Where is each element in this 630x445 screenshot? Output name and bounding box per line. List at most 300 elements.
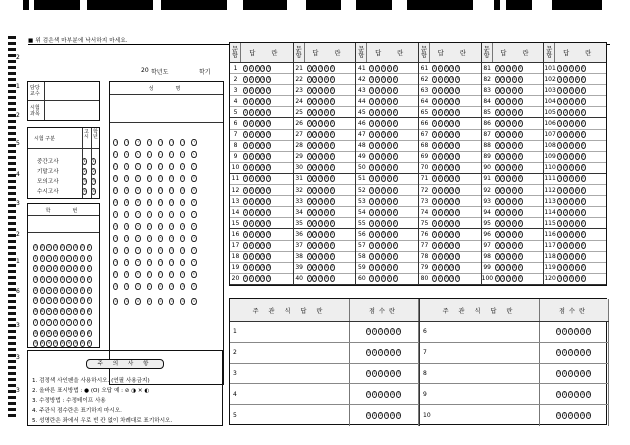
- answer-bubble[interactable]: 5: [331, 265, 334, 270]
- answer-bubble[interactable]: 3: [319, 109, 322, 114]
- answer-bubble[interactable]: 1: [370, 231, 373, 236]
- score-bubble[interactable]: 1: [373, 413, 376, 418]
- score-bubble[interactable]: 2: [379, 370, 382, 375]
- score-bubble[interactable]: 3: [385, 391, 388, 396]
- name-bubble[interactable]: ㅌ: [114, 272, 118, 276]
- answer-bubble[interactable]: 5: [581, 109, 585, 114]
- student-number-bubble[interactable]: 9: [67, 341, 71, 346]
- answer-bubble[interactable]: 3: [255, 209, 259, 214]
- answer-bubble[interactable]: 2: [250, 276, 253, 281]
- answer-bubble[interactable]: 5: [331, 198, 334, 203]
- answer-bubble[interactable]: 1: [558, 165, 561, 170]
- grade-bubble[interactable]: 4: [92, 188, 95, 193]
- answer-bubble[interactable]: 2: [439, 154, 442, 159]
- answer-bubble[interactable]: 2: [439, 65, 442, 70]
- score-bubble[interactable]: 0: [367, 350, 370, 355]
- answer-bubble[interactable]: 4: [388, 132, 391, 137]
- student-number-bubble[interactable]: 8: [34, 330, 37, 335]
- student-number-bubble[interactable]: 6: [61, 309, 64, 314]
- answer-bubble[interactable]: 5: [331, 143, 334, 148]
- answer-bubble[interactable]: 3: [570, 231, 573, 236]
- answer-bubble[interactable]: 1: [244, 143, 247, 148]
- score-bubble[interactable]: 3: [385, 329, 388, 334]
- name-bubble[interactable]: ㅍ: [136, 284, 140, 288]
- answer-bubble[interactable]: 3: [444, 109, 448, 114]
- answer-bubble[interactable]: 2: [250, 165, 253, 170]
- student-number-bubble[interactable]: 4: [67, 287, 71, 292]
- name-bubble[interactable]: ㅅ: [147, 212, 151, 216]
- answer-bubble[interactable]: 1: [244, 187, 247, 192]
- answer-bubble[interactable]: 1: [496, 109, 499, 114]
- answer-bubble[interactable]: 3: [255, 109, 259, 114]
- answer-bubble[interactable]: 1: [433, 65, 436, 70]
- student-number-bubble[interactable]: 6: [74, 309, 77, 314]
- name-bubble[interactable]: ㄱ: [114, 140, 118, 144]
- name-bubble[interactable]: ㅋ: [147, 260, 151, 264]
- answer-bubble[interactable]: 3: [570, 198, 573, 203]
- answer-bubble[interactable]: 5: [393, 165, 397, 170]
- answer-bubble[interactable]: 5: [519, 231, 522, 236]
- answer-bubble[interactable]: 5: [581, 165, 585, 170]
- answer-bubble[interactable]: 2: [439, 220, 442, 225]
- name-bubble[interactable]: ㅂ: [125, 200, 129, 204]
- student-number-bubble[interactable]: 4: [81, 287, 84, 292]
- answer-bubble[interactable]: 2: [313, 276, 317, 281]
- name-bubble[interactable]: ㅅ: [169, 212, 174, 216]
- answer-bubble[interactable]: 3: [507, 176, 510, 181]
- answer-bubble[interactable]: 4: [576, 76, 579, 81]
- score-bubble[interactable]: 2: [569, 350, 572, 355]
- answer-bubble[interactable]: 1: [558, 187, 561, 192]
- answer-bubble[interactable]: 1: [496, 209, 499, 214]
- answer-bubble[interactable]: 2: [439, 276, 442, 281]
- answer-bubble[interactable]: 3: [382, 132, 385, 137]
- answer-bubble[interactable]: 2: [564, 276, 567, 281]
- name-bubble[interactable]: ㅍ: [114, 284, 118, 288]
- answer-bubble[interactable]: 4: [325, 187, 328, 192]
- name-bubble[interactable]: ㄷ: [192, 164, 196, 168]
- answer-bubble[interactable]: 3: [444, 265, 448, 270]
- answer-bubble[interactable]: 4: [450, 187, 453, 192]
- answer-bubble[interactable]: 5: [393, 154, 397, 159]
- student-number-bubble[interactable]: 2: [41, 266, 44, 271]
- student-number-bubble[interactable]: 9: [41, 341, 44, 346]
- score-bubble[interactable]: 4: [581, 370, 584, 375]
- answer-bubble[interactable]: 4: [450, 231, 453, 236]
- answer-bubble[interactable]: 3: [444, 154, 448, 159]
- name-bubble[interactable]: ㅅ: [158, 212, 163, 216]
- answer-bubble[interactable]: 1: [308, 209, 311, 214]
- name-bubble[interactable]: ㅁ: [181, 188, 185, 192]
- answer-bubble[interactable]: 1: [370, 176, 373, 181]
- answer-bubble[interactable]: 2: [250, 98, 253, 103]
- student-number-bubble[interactable]: 1: [67, 255, 71, 260]
- answer-bubble[interactable]: 4: [388, 220, 391, 225]
- name-bubble[interactable]: ㅈ: [114, 236, 118, 240]
- answer-bubble[interactable]: 5: [331, 209, 334, 214]
- answer-bubble[interactable]: 1: [370, 121, 373, 126]
- answer-bubble[interactable]: 3: [382, 154, 385, 159]
- answer-bubble[interactable]: 3: [444, 165, 448, 170]
- score-bubble[interactable]: 1: [563, 350, 566, 355]
- answer-bubble[interactable]: 2: [564, 254, 567, 259]
- answer-bubble[interactable]: 5: [456, 87, 459, 92]
- answer-bubble[interactable]: 3: [570, 276, 573, 281]
- name-bubble[interactable]: ㅌ: [125, 272, 129, 276]
- answer-bubble[interactable]: 5: [456, 276, 459, 281]
- name-bubble[interactable]: ㅁ: [192, 188, 196, 192]
- answer-bubble[interactable]: 4: [513, 121, 516, 126]
- score-bubble[interactable]: 1: [563, 391, 566, 396]
- answer-bubble[interactable]: 4: [261, 76, 264, 81]
- answer-bubble[interactable]: 1: [433, 254, 436, 259]
- answer-bubble[interactable]: 1: [308, 121, 311, 126]
- answer-bubble[interactable]: 4: [325, 121, 328, 126]
- answer-bubble[interactable]: 4: [388, 254, 391, 259]
- answer-bubble[interactable]: 2: [376, 98, 379, 103]
- answer-bubble[interactable]: 5: [393, 98, 397, 103]
- answer-bubble[interactable]: 3: [444, 198, 448, 203]
- answer-bubble[interactable]: 1: [558, 87, 561, 92]
- score-bubble[interactable]: 4: [581, 350, 584, 355]
- answer-bubble[interactable]: 1: [370, 87, 373, 92]
- score-bubble[interactable]: 2: [379, 413, 382, 418]
- answer-bubble[interactable]: 3: [319, 87, 322, 92]
- name-bubble[interactable]: ㄷ: [181, 164, 185, 168]
- answer-bubble[interactable]: 5: [331, 276, 334, 281]
- answer-bubble[interactable]: 4: [450, 220, 453, 225]
- answer-bubble[interactable]: 3: [319, 243, 322, 248]
- answer-bubble[interactable]: 2: [250, 121, 253, 126]
- answer-bubble[interactable]: 2: [439, 198, 442, 203]
- answer-bubble[interactable]: 4: [576, 143, 579, 148]
- answer-bubble[interactable]: 2: [501, 165, 505, 170]
- answer-bubble[interactable]: 5: [267, 154, 270, 159]
- answer-bubble[interactable]: 2: [313, 265, 317, 270]
- answer-bubble[interactable]: 5: [393, 76, 397, 81]
- answer-bubble[interactable]: 5: [581, 254, 585, 259]
- name-bubble[interactable]: ㅇ: [114, 224, 118, 228]
- student-number-bubble[interactable]: 3: [34, 277, 37, 282]
- answer-bubble[interactable]: 3: [319, 154, 322, 159]
- answer-bubble[interactable]: 1: [244, 132, 247, 137]
- answer-bubble[interactable]: 4: [576, 187, 579, 192]
- answer-bubble[interactable]: 4: [450, 154, 453, 159]
- answer-bubble[interactable]: 4: [388, 187, 391, 192]
- answer-bubble[interactable]: 3: [444, 276, 448, 281]
- answer-bubble[interactable]: 3: [507, 87, 510, 92]
- answer-bubble[interactable]: 5: [267, 176, 270, 181]
- score-bubble[interactable]: 5: [587, 370, 590, 375]
- answer-bubble[interactable]: 5: [581, 243, 585, 248]
- answer-bubble[interactable]: 3: [319, 165, 322, 170]
- answer-bubble[interactable]: 1: [433, 165, 436, 170]
- answer-bubble[interactable]: 4: [576, 109, 579, 114]
- student-number-bubble[interactable]: 7: [41, 319, 44, 324]
- answer-bubble[interactable]: 2: [376, 154, 379, 159]
- answer-bubble[interactable]: 1: [558, 76, 561, 81]
- answer-bubble[interactable]: 5: [267, 65, 270, 70]
- answer-bubble[interactable]: 4: [576, 276, 579, 281]
- answer-bubble[interactable]: 4: [388, 276, 391, 281]
- answer-bubble[interactable]: 2: [439, 132, 442, 137]
- answer-bubble[interactable]: 4: [576, 165, 579, 170]
- answer-bubble[interactable]: 1: [244, 198, 247, 203]
- answer-bubble[interactable]: 3: [255, 154, 259, 159]
- answer-bubble[interactable]: 2: [313, 65, 317, 70]
- answer-bubble[interactable]: 1: [496, 187, 499, 192]
- answer-bubble[interactable]: 2: [313, 187, 317, 192]
- answer-bubble[interactable]: 5: [519, 198, 522, 203]
- exam-type-bubble[interactable]: 4: [83, 188, 86, 193]
- answer-bubble[interactable]: 3: [255, 276, 259, 281]
- score-bubble[interactable]: 1: [373, 350, 376, 355]
- name-bubble[interactable]: ㅂ: [169, 200, 174, 204]
- answer-bubble[interactable]: 5: [393, 187, 397, 192]
- answer-bubble[interactable]: 4: [513, 220, 516, 225]
- answer-bubble[interactable]: 4: [576, 243, 579, 248]
- answer-bubble[interactable]: 4: [261, 121, 264, 126]
- score-bubble[interactable]: 0: [367, 391, 370, 396]
- answer-bubble[interactable]: 3: [319, 121, 322, 126]
- answer-bubble[interactable]: 2: [501, 209, 505, 214]
- answer-bubble[interactable]: 1: [496, 254, 499, 259]
- answer-bubble[interactable]: 2: [501, 87, 505, 92]
- answer-bubble[interactable]: 5: [331, 220, 334, 225]
- answer-bubble[interactable]: 4: [388, 98, 391, 103]
- answer-bubble[interactable]: 2: [501, 220, 505, 225]
- answer-bubble[interactable]: 4: [576, 220, 579, 225]
- answer-bubble[interactable]: 3: [382, 243, 385, 248]
- answer-bubble[interactable]: 2: [501, 176, 505, 181]
- answer-bubble[interactable]: 3: [444, 76, 448, 81]
- answer-bubble[interactable]: 4: [388, 109, 391, 114]
- answer-bubble[interactable]: 1: [558, 265, 561, 270]
- answer-bubble[interactable]: 4: [450, 276, 453, 281]
- answer-bubble[interactable]: 4: [450, 76, 453, 81]
- score-bubble[interactable]: 2: [569, 370, 572, 375]
- answer-bubble[interactable]: 3: [570, 243, 573, 248]
- name-bubble[interactable]: ㅋ: [114, 260, 118, 264]
- answer-bubble[interactable]: 3: [382, 187, 385, 192]
- answer-bubble[interactable]: 4: [388, 265, 391, 270]
- answer-bubble[interactable]: 2: [564, 187, 567, 192]
- answer-bubble[interactable]: 5: [581, 121, 585, 126]
- answer-bubble[interactable]: 2: [564, 265, 567, 270]
- answer-bubble[interactable]: 5: [393, 209, 397, 214]
- answer-bubble[interactable]: 5: [456, 265, 459, 270]
- answer-bubble[interactable]: 4: [576, 121, 579, 126]
- answer-bubble[interactable]: 5: [581, 76, 585, 81]
- answer-bubble[interactable]: 4: [388, 65, 391, 70]
- name-bubble[interactable]: ㅌ: [147, 272, 151, 276]
- answer-bubble[interactable]: 1: [433, 265, 436, 270]
- answer-bubble[interactable]: 4: [576, 132, 579, 137]
- answer-bubble[interactable]: 3: [570, 143, 573, 148]
- answer-bubble[interactable]: 1: [558, 143, 561, 148]
- answer-bubble[interactable]: 1: [370, 187, 373, 192]
- answer-bubble[interactable]: 5: [331, 76, 334, 81]
- answer-bubble[interactable]: 2: [376, 87, 379, 92]
- student-number-bubble[interactable]: 3: [61, 277, 64, 282]
- answer-bubble[interactable]: 2: [376, 121, 379, 126]
- answer-bubble[interactable]: 3: [255, 143, 259, 148]
- student-number-bubble[interactable]: 5: [47, 298, 51, 303]
- answer-bubble[interactable]: 5: [519, 154, 522, 159]
- answer-bubble[interactable]: 4: [513, 176, 516, 181]
- score-bubble[interactable]: 4: [391, 329, 394, 334]
- answer-bubble[interactable]: 4: [450, 176, 453, 181]
- answer-bubble[interactable]: 2: [313, 209, 317, 214]
- answer-bubble[interactable]: 1: [370, 65, 373, 70]
- answer-bubble[interactable]: 3: [507, 165, 510, 170]
- name-bubble[interactable]: ㄷ: [136, 164, 140, 168]
- name-bubble[interactable]: ㅍ: [181, 284, 185, 288]
- answer-bubble[interactable]: 2: [501, 254, 505, 259]
- student-number-bubble[interactable]: 6: [67, 309, 71, 314]
- answer-bubble[interactable]: 3: [507, 76, 510, 81]
- name-bubble[interactable]: ㅇ: [147, 224, 151, 228]
- answer-bubble[interactable]: 3: [507, 243, 510, 248]
- score-bubble[interactable]: 1: [373, 329, 376, 334]
- answer-bubble[interactable]: 3: [382, 165, 385, 170]
- answer-bubble[interactable]: 4: [261, 176, 264, 181]
- name-bubble[interactable]: ㅂ: [158, 200, 163, 204]
- answer-bubble[interactable]: 3: [570, 265, 573, 270]
- answer-bubble[interactable]: 4: [261, 243, 264, 248]
- answer-bubble[interactable]: 3: [570, 98, 573, 103]
- answer-bubble[interactable]: 1: [496, 143, 499, 148]
- answer-bubble[interactable]: 3: [255, 231, 259, 236]
- answer-bubble[interactable]: 1: [308, 276, 311, 281]
- score-bubble[interactable]: 2: [569, 391, 572, 396]
- answer-bubble[interactable]: 4: [388, 76, 391, 81]
- answer-bubble[interactable]: 2: [564, 143, 567, 148]
- answer-bubble[interactable]: 1: [496, 243, 499, 248]
- student-number-bubble[interactable]: 9: [61, 341, 64, 346]
- answer-bubble[interactable]: 3: [255, 243, 259, 248]
- name-bubble[interactable]: ㄹ: [192, 176, 196, 180]
- answer-bubble[interactable]: 3: [507, 187, 510, 192]
- score-bubble[interactable]: 5: [587, 329, 590, 334]
- answer-bubble[interactable]: 1: [558, 198, 561, 203]
- answer-bubble[interactable]: 3: [382, 209, 385, 214]
- name-bubble[interactable]: ㅇ: [192, 224, 196, 228]
- name-bubble[interactable]: ㅎ: [158, 299, 163, 303]
- answer-bubble[interactable]: 4: [513, 187, 516, 192]
- answer-bubble[interactable]: 1: [433, 187, 436, 192]
- answer-bubble[interactable]: 4: [450, 165, 453, 170]
- answer-bubble[interactable]: 3: [255, 132, 259, 137]
- name-bubble[interactable]: ㅂ: [192, 200, 196, 204]
- student-number-bubble[interactable]: 9: [74, 341, 77, 346]
- score-bubble[interactable]: 0: [557, 350, 560, 355]
- answer-bubble[interactable]: 1: [558, 254, 561, 259]
- answer-bubble[interactable]: 5: [331, 231, 334, 236]
- answer-bubble[interactable]: 4: [325, 231, 328, 236]
- name-bubble[interactable]: ㄷ: [114, 164, 118, 168]
- student-number-bubble[interactable]: 5: [41, 298, 44, 303]
- answer-bubble[interactable]: 3: [255, 220, 259, 225]
- name-bubble[interactable]: ㄴ: [192, 152, 196, 156]
- answer-bubble[interactable]: 2: [564, 98, 567, 103]
- answer-bubble[interactable]: 4: [513, 143, 516, 148]
- answer-bubble[interactable]: 3: [319, 209, 322, 214]
- score-bubble[interactable]: 0: [367, 413, 370, 418]
- name-bubble[interactable]: ㅅ: [181, 212, 185, 216]
- answer-bubble[interactable]: 4: [576, 265, 579, 270]
- name-bubble[interactable]: ㅎ: [136, 299, 140, 303]
- answer-bubble[interactable]: 5: [331, 243, 334, 248]
- answer-bubble[interactable]: 3: [507, 276, 510, 281]
- name-bubble[interactable]: ㅈ: [136, 236, 140, 240]
- answer-bubble[interactable]: 4: [513, 231, 516, 236]
- answer-bubble[interactable]: 2: [313, 132, 317, 137]
- answer-bubble[interactable]: 1: [244, 98, 247, 103]
- answer-bubble[interactable]: 3: [444, 121, 448, 126]
- answer-bubble[interactable]: 2: [376, 276, 379, 281]
- exam-type-bubble[interactable]: 2: [83, 168, 86, 173]
- answer-bubble[interactable]: 3: [570, 209, 573, 214]
- student-number-bubble[interactable]: 5: [34, 298, 37, 303]
- answer-bubble[interactable]: 1: [370, 254, 373, 259]
- name-bubble[interactable]: ㅈ: [158, 236, 163, 240]
- answer-bubble[interactable]: 2: [250, 220, 253, 225]
- answer-bubble[interactable]: 2: [250, 143, 253, 148]
- answer-bubble[interactable]: 4: [261, 220, 264, 225]
- answer-bubble[interactable]: 4: [450, 109, 453, 114]
- answer-bubble[interactable]: 3: [255, 65, 259, 70]
- answer-bubble[interactable]: 1: [308, 65, 311, 70]
- answer-bubble[interactable]: 5: [267, 109, 270, 114]
- answer-bubble[interactable]: 3: [319, 254, 322, 259]
- answer-bubble[interactable]: 1: [370, 265, 373, 270]
- answer-bubble[interactable]: 1: [558, 98, 561, 103]
- answer-bubble[interactable]: 4: [450, 87, 453, 92]
- answer-bubble[interactable]: 2: [564, 65, 567, 70]
- answer-bubble[interactable]: 3: [570, 254, 573, 259]
- answer-bubble[interactable]: 5: [331, 98, 334, 103]
- answer-bubble[interactable]: 1: [308, 132, 311, 137]
- name-bubble[interactable]: ㅌ: [169, 272, 174, 276]
- answer-bubble[interactable]: 2: [501, 98, 505, 103]
- answer-bubble[interactable]: 5: [519, 121, 522, 126]
- student-number-bubble[interactable]: 7: [47, 319, 51, 324]
- student-number-bubble[interactable]: 4: [41, 287, 44, 292]
- answer-bubble[interactable]: 1: [308, 187, 311, 192]
- answer-bubble[interactable]: 2: [501, 231, 505, 236]
- answer-bubble[interactable]: 5: [267, 165, 270, 170]
- score-bubble[interactable]: 1: [373, 391, 376, 396]
- answer-bubble[interactable]: 4: [388, 154, 391, 159]
- answer-bubble[interactable]: 4: [513, 198, 516, 203]
- answer-bubble[interactable]: 2: [564, 165, 567, 170]
- score-bubble[interactable]: 4: [391, 370, 394, 375]
- answer-bubble[interactable]: 5: [456, 209, 459, 214]
- answer-bubble[interactable]: 4: [576, 98, 579, 103]
- name-bubble[interactable]: ㅈ: [125, 236, 129, 240]
- answer-bubble[interactable]: 5: [519, 220, 522, 225]
- name-bubble[interactable]: ㅎ: [181, 299, 185, 303]
- student-number-bubble[interactable]: 2: [74, 266, 77, 271]
- answer-bubble[interactable]: 2: [250, 132, 253, 137]
- answer-bubble[interactable]: 1: [370, 132, 373, 137]
- answer-bubble[interactable]: 5: [456, 231, 459, 236]
- student-number-bubble[interactable]: 5: [87, 298, 91, 303]
- score-bubble[interactable]: 0: [557, 329, 560, 334]
- answer-bubble[interactable]: 4: [576, 154, 579, 159]
- student-number-bubble[interactable]: 4: [87, 287, 91, 292]
